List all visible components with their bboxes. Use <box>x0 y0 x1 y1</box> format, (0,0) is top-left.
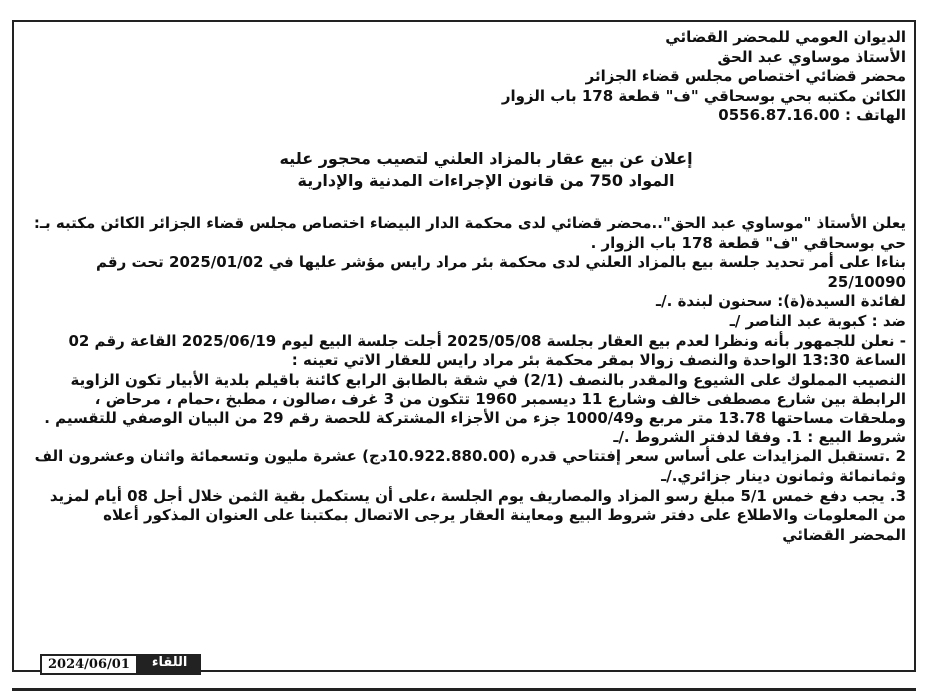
paragraph-against: ضد : كبوبة عبد الناصر /ـ <box>729 311 906 330</box>
publication-date: 2024/06/01 <box>40 654 138 675</box>
phone-label: الهاتف : <box>844 106 906 125</box>
phone-line <box>28 106 906 126</box>
paragraph-condition-1: شروط البيع : 1. وفقا لدفتر الشروط ./ـ <box>613 427 906 446</box>
notice-title <box>271 148 701 192</box>
notice-body <box>28 214 906 545</box>
paragraph-beneficiary: لفائدة السيدة(ة): سحنون لبندة ./ـ <box>656 292 906 311</box>
next-notice-border <box>12 688 916 691</box>
signature-line: المحضر القضائي <box>782 525 906 544</box>
paragraph-condition-3: 3. يجب دفع خمس 5/1 مبلغ رسو المزاد والمصاريف يوم الجلسة ،على أن يستكمل بقية الثمن خلال أجل 08 أيام لمزيد من المعلومات والاطلاع على دفتر شروط البيع ومعاينة العقار يرجى الاتصال بمكتبنا على العنوان المذكور أعلاه <box>49 486 906 525</box>
title-line-1: إعلان عن بيع عقار بالمزاد العلني لتصيب محجور عليه <box>279 148 693 168</box>
bailiff-jurisdiction: محضر قضائي اختصاص مجلس قضاء الجزائر <box>585 67 906 86</box>
paragraph-announcer: يعلن الأستاذ "موساوي عبد الحق"..محضر قضائي لدى محكمة الدار البيضاء اختصاص مجلس قضاء الجزائر الكائن مكتبه بـ: حي بوسحاقي "ف" قطعة 178 باب الزوار . <box>33 213 906 252</box>
office-name: الديوان العومي للمحضر القضائي <box>665 28 906 46</box>
legal-notice <box>28 28 906 545</box>
office-address: الكائن مكتبه بحي بوسحاقي "ف" قطعة 178 باب الزوار <box>501 86 906 105</box>
paragraph-condition-2: 2 .تستقبل المزايدات على أساس سعر إفتتاحي قدره (10.922.880.00دج) عشرة مليون وتسعمائة واثنان وعشرون الف وثمانمائة وثمانون دينار جزائري./ـ <box>34 447 906 485</box>
phone-number: 0556.87.16.00 <box>718 106 840 125</box>
newspaper-name: اللقاء <box>138 654 202 675</box>
bailiff-name: الأستاذ موساوي عبد الحق <box>717 47 906 66</box>
publication-footer <box>40 654 203 675</box>
paragraph-property: النصيب المملوك على الشيوع والمقدر بالنصف (2/1) في شقة بالطابق الرابع كائنة باقيلم بلدية الأبيار تكون الزاوية الرابطة بين شارع مصطفى خالف وشارع 11 ديسمبر 1960 تتكون من 3 غرف ،صالون ، مطبخ ،حمام ، مرحاض ، وملحقات مساحتها 13.78 متر مربع و1000/49 جزء من الأجزاء المشتركة للحصة رقم 29 من البيان الوصفي للتقسيم . <box>44 370 906 427</box>
title-line-2: المواد 750 من قانون الإجراءات المدنية والإدارية <box>297 170 675 190</box>
paragraph-session: - نعلن للجمهور بأنه ونظرا لعدم بيع العقار بجلسة 2025/05/08 أجلت جلسة البيع ليوم 2025/06/19 القاعة رقم 02 الساعة 13:30 الواحدة والنصف زوالا بمقر محكمة بئر مراد رايس للعقار الاتي تعينه : <box>68 331 906 370</box>
paragraph-court-order: بناءا على أمر تحديد جلسة بيع بالمزاد العلني لدى محكمة بئر مراد رايس مؤشر عليها في 2025/01/02 تحت رقم 25/10090 <box>96 253 906 291</box>
